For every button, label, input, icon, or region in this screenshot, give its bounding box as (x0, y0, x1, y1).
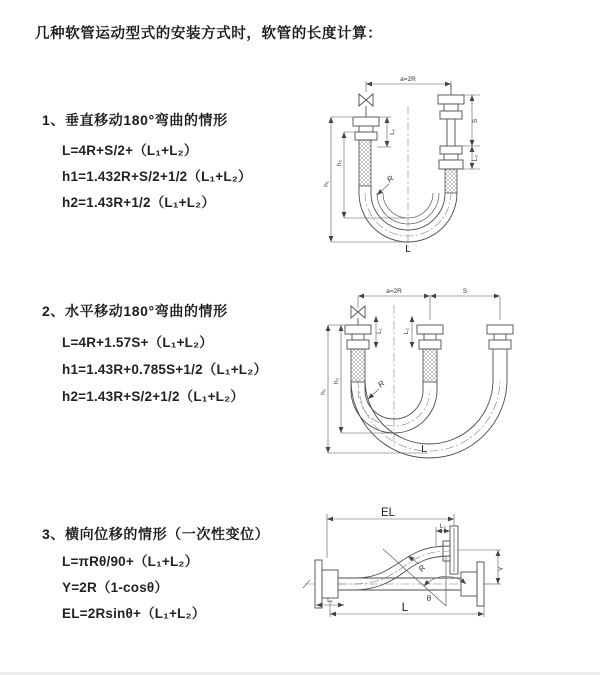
dim-label-h2: h₂ (333, 377, 340, 385)
extension-lines (327, 514, 454, 558)
hose-curved-position (338, 546, 450, 590)
ghost-flange (461, 562, 484, 606)
dim-label-h2: h₂ (336, 159, 343, 167)
formula-line: L=4R+1.57S+（L₁+L₂） (62, 335, 213, 350)
braided-hose-section (351, 349, 365, 382)
dim-label-h1: h₁ (323, 181, 330, 187)
dim-label-l1: L₁ (376, 328, 383, 334)
top-right-flange (443, 526, 458, 574)
dim-label-h1: h₁ (320, 389, 327, 395)
length-label: L (401, 602, 409, 614)
length-label: L (421, 444, 427, 455)
dim-label-l2: L₂ (439, 523, 447, 530)
braided-hose-section (423, 349, 437, 382)
dim-label-s: S (472, 118, 479, 124)
radius-leader (368, 389, 379, 399)
dim-label-s: S (462, 288, 468, 295)
hose-wall (493, 349, 507, 380)
dim-label-a2r: a=2R (386, 288, 402, 295)
dim-label-a2r: a=2R (400, 76, 416, 83)
angle-label-theta: θ (426, 594, 432, 603)
formula-line: h2=1.43R+1/2（L₁+L₂） (62, 195, 216, 210)
braided-hose-section (445, 169, 457, 193)
diagram-lateral-displacement (303, 507, 505, 617)
formula-line: L=πRθ/90+（L₁+L₂） (62, 554, 199, 569)
formula-line: Y=2R（1-cosθ） (62, 580, 169, 595)
formula-line: h1=1.432R+S/2+1/2（L₁+L₂） (62, 169, 252, 184)
section-1-heading: 1、垂直移动180°弯曲的情形 (42, 112, 228, 128)
valve-icon (359, 94, 373, 106)
radius-label: R (416, 563, 428, 574)
section-2-heading: 2、水平移动180°弯曲的情形 (42, 303, 228, 319)
formula-line: L=4R+S/2+（L₁+L₂） (62, 143, 198, 158)
length-label: L (405, 244, 411, 255)
right-pipe-fittings (438, 95, 464, 169)
dim-label-l2: L₂ (403, 327, 410, 335)
dim-label-l2: L₂ (472, 154, 479, 162)
diagram-horizontal-180-bend (320, 288, 513, 458)
formula-line: h2=1.43R+S/2+1/2（L₁+L₂） (62, 389, 245, 404)
extension-lines (358, 297, 500, 320)
formula-line: h1=1.43R+0.785S+1/2（L₁+L₂） (62, 362, 268, 377)
dim-label-y: Y (498, 566, 505, 572)
radius-label: R (376, 378, 387, 390)
dim-label-l1: L₁ (389, 129, 396, 135)
diagram-vertical-180-bend (323, 76, 480, 255)
extension-lines (328, 325, 428, 453)
hose-fittings (345, 325, 513, 349)
left-hose-fitting (353, 117, 379, 140)
page-title: 几种软管运动型式的安装方式时，软管的长度计算： (35, 26, 383, 42)
section-3-heading: 3、横向位移的情形（一次性变位） (42, 526, 270, 542)
u-bend-hose-position2 (351, 380, 507, 458)
formula-line: EL=2Rsinθ+（L₁+L₂） (62, 606, 206, 621)
dim-label-l1: L₁ (327, 597, 333, 604)
dim-label-el: EL (380, 507, 396, 519)
radius-label: R (385, 173, 396, 185)
braided-hose-section (359, 140, 371, 186)
